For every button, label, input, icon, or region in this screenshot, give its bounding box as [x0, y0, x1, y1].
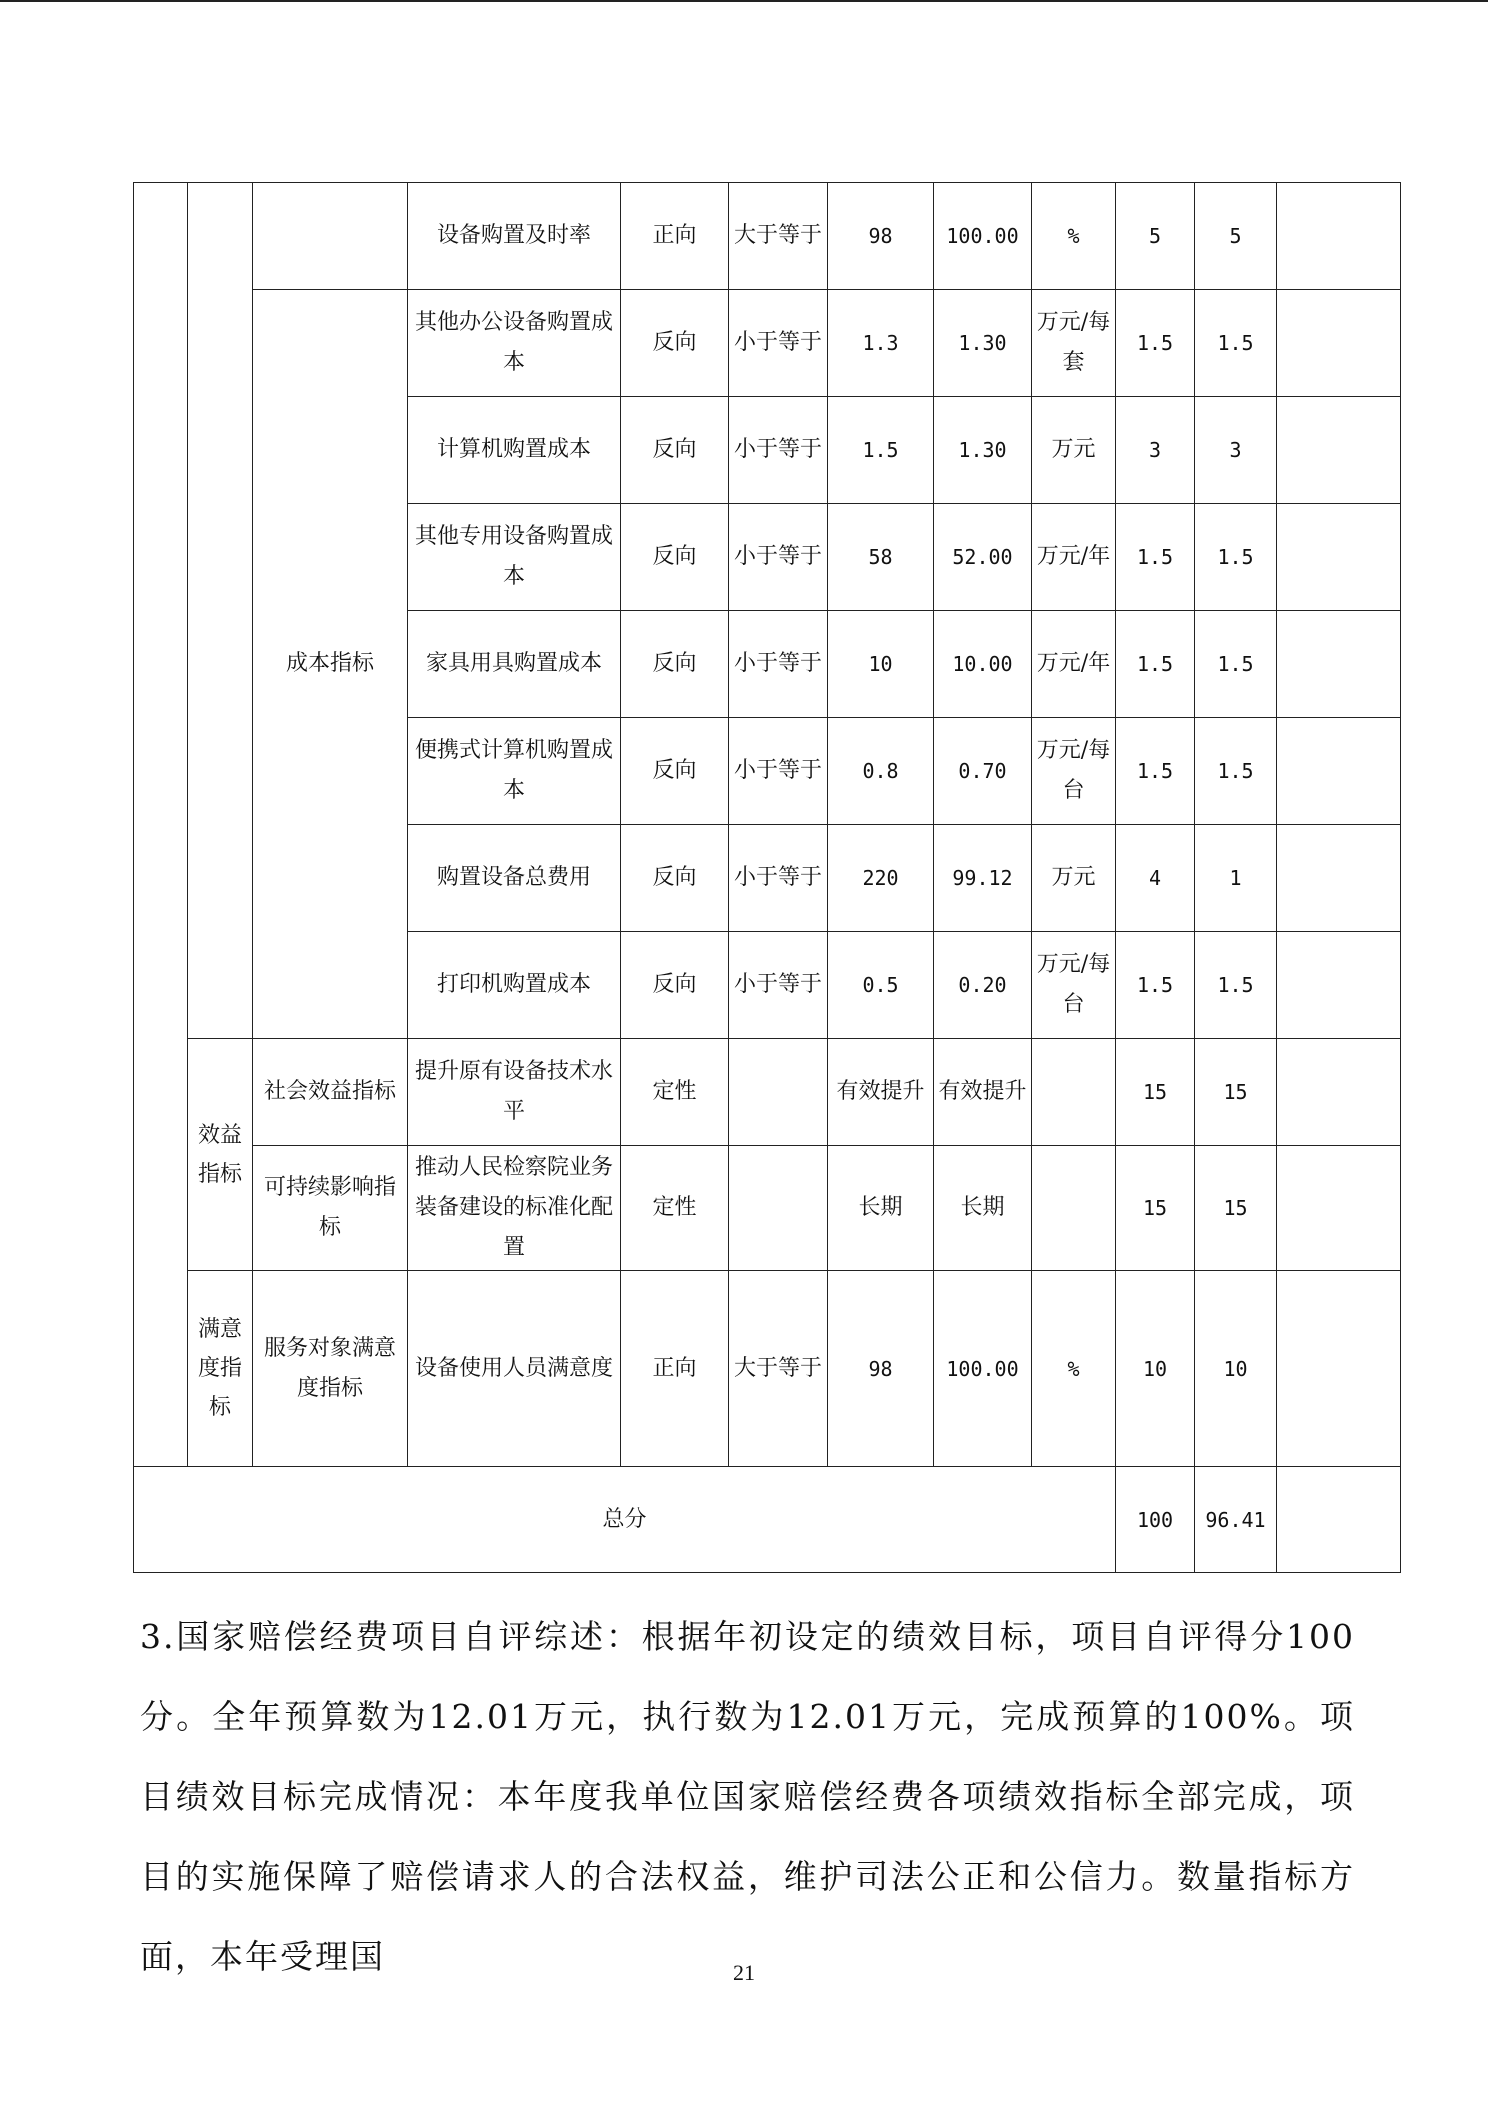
note-cell [1277, 611, 1401, 718]
weight-cell: 1.5 [1116, 611, 1195, 718]
table-row [134, 1039, 1401, 1146]
direction-cell: 反向 [621, 825, 729, 932]
actual-cell: 0.20 [934, 932, 1032, 1039]
score-cell: 15 [1195, 1146, 1277, 1271]
score-cell: 1.5 [1195, 611, 1277, 718]
note-cell [1277, 718, 1401, 825]
target-cell: 98 [828, 183, 934, 290]
group-social-cell: 社会效益指标 [253, 1039, 408, 1146]
note-cell [1277, 932, 1401, 1039]
weight-cell: 1.5 [1116, 504, 1195, 611]
unit-cell: 万元 [1032, 825, 1116, 932]
target-cell: 220 [828, 825, 934, 932]
actual-cell: 100.00 [934, 183, 1032, 290]
total-row [134, 1467, 1401, 1573]
note-cell [1277, 825, 1401, 932]
direction-cell: 定性 [621, 1039, 729, 1146]
total-weight: 100 [1116, 1467, 1195, 1573]
direction-cell: 反向 [621, 504, 729, 611]
unit-cell: 万元 [1032, 397, 1116, 504]
unit-cell: % [1032, 183, 1116, 290]
weight-cell: 5 [1116, 183, 1195, 290]
target-cell: 0.5 [828, 932, 934, 1039]
indicator-cell: 家具用具购置成本 [408, 611, 621, 718]
indicator-cell: 推动人民检察院业务装备建设的标准化配置 [408, 1146, 621, 1271]
actual-cell: 0.70 [934, 718, 1032, 825]
compare-cell: 小于等于 [729, 290, 828, 397]
compare-cell [729, 1146, 828, 1271]
unit-cell: 万元/每台 [1032, 932, 1116, 1039]
unit-cell: % [1032, 1271, 1116, 1467]
actual-cell: 1.30 [934, 397, 1032, 504]
compare-cell: 大于等于 [729, 1271, 828, 1467]
level2-output-cell [188, 183, 253, 1039]
indicator-cell: 便携式计算机购置成本 [408, 718, 621, 825]
target-cell: 1.5 [828, 397, 934, 504]
table-row [134, 183, 1401, 290]
weight-cell: 10 [1116, 1271, 1195, 1467]
target-cell: 长期 [828, 1146, 934, 1271]
group-service-cell: 服务对象满意度指标 [253, 1271, 408, 1467]
page-number: 21 [733, 1960, 755, 1985]
score-cell: 15 [1195, 1039, 1277, 1146]
actual-cell: 99.12 [934, 825, 1032, 932]
target-cell: 58 [828, 504, 934, 611]
direction-cell: 定性 [621, 1146, 729, 1271]
direction-cell: 反向 [621, 290, 729, 397]
total-note [1277, 1467, 1401, 1573]
score-cell: 1.5 [1195, 932, 1277, 1039]
note-cell [1277, 183, 1401, 290]
total-score: 96.41 [1195, 1467, 1277, 1573]
indicator-cell: 设备购置及时率 [408, 183, 621, 290]
indicator-cell: 计算机购置成本 [408, 397, 621, 504]
direction-cell: 正向 [621, 183, 729, 290]
unit-cell: 万元/每套 [1032, 290, 1116, 397]
table-row [134, 1146, 1401, 1271]
unit-cell [1032, 1039, 1116, 1146]
level3-cell [253, 183, 408, 290]
compare-cell: 小于等于 [729, 825, 828, 932]
note-cell [1277, 1271, 1401, 1467]
target-cell: 有效提升 [828, 1039, 934, 1146]
indicator-cell: 设备使用人员满意度 [408, 1271, 621, 1467]
note-cell [1277, 504, 1401, 611]
weight-cell: 3 [1116, 397, 1195, 504]
indicator-cell: 提升原有设备技术水平 [408, 1039, 621, 1146]
compare-cell: 小于等于 [729, 504, 828, 611]
weight-cell: 15 [1116, 1146, 1195, 1271]
weight-cell: 1.5 [1116, 718, 1195, 825]
actual-cell: 有效提升 [934, 1039, 1032, 1146]
score-cell: 1.5 [1195, 504, 1277, 611]
group-sustain-cell: 可持续影响指标 [253, 1146, 408, 1271]
score-cell: 10 [1195, 1271, 1277, 1467]
score-cell: 1.5 [1195, 718, 1277, 825]
direction-cell: 反向 [621, 932, 729, 1039]
direction-cell: 反向 [621, 611, 729, 718]
group-satisfaction-cell: 满意度指标 [188, 1271, 253, 1467]
direction-cell: 正向 [621, 1271, 729, 1467]
compare-cell: 小于等于 [729, 718, 828, 825]
score-cell: 1.5 [1195, 290, 1277, 397]
performance-indicator-table [133, 182, 1401, 1573]
unit-cell: 万元/每台 [1032, 718, 1116, 825]
unit-cell: 万元/年 [1032, 504, 1116, 611]
actual-cell: 1.30 [934, 290, 1032, 397]
indicator-cell: 其他专用设备购置成本 [408, 504, 621, 611]
weight-cell: 1.5 [1116, 290, 1195, 397]
note-cell [1277, 397, 1401, 504]
note-cell [1277, 1039, 1401, 1146]
indicator-cell: 其他办公设备购置成本 [408, 290, 621, 397]
target-cell: 10 [828, 611, 934, 718]
direction-cell: 反向 [621, 718, 729, 825]
table-row [134, 1271, 1401, 1467]
direction-cell: 反向 [621, 397, 729, 504]
compare-cell: 小于等于 [729, 611, 828, 718]
weight-cell: 15 [1116, 1039, 1195, 1146]
total-label: 总分 [134, 1467, 1116, 1573]
actual-cell: 52.00 [934, 504, 1032, 611]
compare-cell [729, 1039, 828, 1146]
compare-cell: 小于等于 [729, 397, 828, 504]
indicator-cell: 购置设备总费用 [408, 825, 621, 932]
target-cell: 98 [828, 1271, 934, 1467]
unit-cell [1032, 1146, 1116, 1271]
note-cell [1277, 1146, 1401, 1271]
group-cost-cell: 成本指标 [253, 290, 408, 1039]
weight-cell: 1.5 [1116, 932, 1195, 1039]
compare-cell: 小于等于 [729, 932, 828, 1039]
note-cell [1277, 290, 1401, 397]
level1-cell [134, 183, 188, 1467]
indicator-cell: 打印机购置成本 [408, 932, 621, 1039]
summary-paragraph: 3.国家赔偿经费项目自评综述：根据年初设定的绩效目标，项目自评得分100分。全年预算数为12.01万元，执行数为12.01万元，完成预算的100%。项目绩效目标完成情况：本年度我单位国家赔偿经费各项绩效指标全部完成，项目的实施保障了赔偿请求人的合法权益，维护司法公正和公信力。数量指标方面，本年受理国 [140, 1617, 1355, 1976]
actual-cell: 100.00 [934, 1271, 1032, 1467]
unit-cell: 万元/年 [1032, 611, 1116, 718]
score-cell: 5 [1195, 183, 1277, 290]
score-cell: 1 [1195, 825, 1277, 932]
table-row [134, 290, 1401, 397]
compare-cell: 大于等于 [729, 183, 828, 290]
weight-cell: 4 [1116, 825, 1195, 932]
actual-cell: 长期 [934, 1146, 1032, 1271]
actual-cell: 10.00 [934, 611, 1032, 718]
group-benefit-cell: 效益指标 [188, 1039, 253, 1271]
target-cell: 0.8 [828, 718, 934, 825]
target-cell: 1.3 [828, 290, 934, 397]
score-cell: 3 [1195, 397, 1277, 504]
